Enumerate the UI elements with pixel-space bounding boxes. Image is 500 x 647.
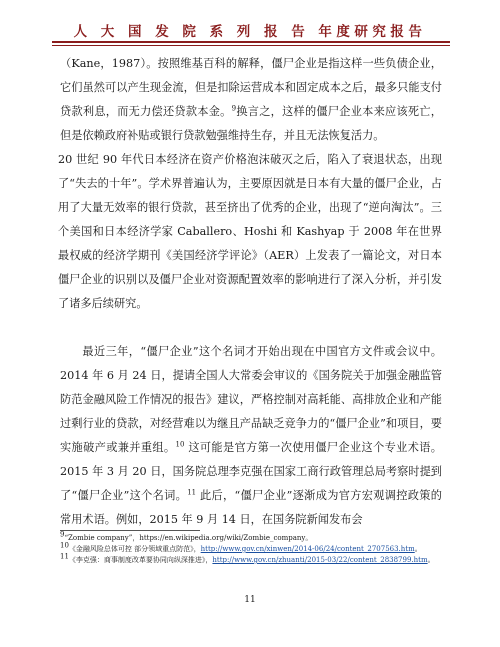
footnote-10-link[interactable]: http://www.gov.cn/xinwen/2014-06/24/content_2707563.htm	[200, 545, 415, 553]
paragraph-1: （Kane，1987）。按照维基百科的解释，僵尸企业是指这样一些负债企业，它们虽然可以产生现金流，但是扣除运营成本和固定成本之后，最多只能支付贷款利息，而无力偿还贷款本金。$^9$换言之，这样的僵尸企业本来应该死亡，但是依赖政府补贴或银行贷款勉强维持生存，并且无法恢复活力。	[60, 57, 442, 142]
footnote-ref-10[interactable]: 10	[175, 440, 185, 449]
header-rule	[52, 41, 450, 43]
footnote-ref-9[interactable]: 9	[231, 104, 237, 113]
footnotes	[60, 530, 450, 566]
footnote-ref-11[interactable]: 11	[187, 488, 197, 497]
page-number: 11	[244, 595, 256, 605]
header-rule-thin	[52, 45, 450, 46]
report-header: 人 大 国 发 院 系 列 报 告 年度研究报告	[73, 24, 427, 40]
body-text	[60, 52, 442, 532]
paragraph-2: 20 世纪 90 年代日本经济在资产价格泡沫破灭之后，陷入了衰退状态，出现了“失去的十年”。学术界普遍认为，主要原因就是日本有大量的僵尸企业，占用了大量无效率的银行贷款，甚至挤出了优秀的企业，出现了“逆向淘汰”。三个美国和日本经济学家 Caballero、Hoshi 和 Kashyap 于 2008 年在世界最权威的经济学期刊《美国经济学评论》（AER）上发表了一篇论文，对日本僵尸企业的识别以及僵尸企业对资源配置效率的影响进行了深入分析，并引发了诸多后续研究。	[58, 153, 442, 310]
footnote-divider	[60, 530, 200, 531]
paragraph-3: 最近三年，“僵尸企业”这个名词才开始出现在中国官方文件或会议中。2014 年 6 月 24 日，提请全国人大常委会审议的《国务院关于加强金融监管防范金融风险工作情况的报告》建议，严格控制对高耗能、高排放企业和产能过剩行业的贷款，对经营难以为继且产品缺乏竞争力的“僵尸企业”和项目，要实施破产或兼并重组。$^{10}$ 这可能是官方第一次使用僵尸企业这个专业术语。2015 年 3 月 20 日，国务院总理李克强在国家工商行政管理总局考察时提到了“僵尸企业”这个名词。$^{11}$ 此后，“僵尸企业”逐渐成为官方宏观调控政策的常用术语。例如，2015 年 9 月 14 日，在国务院新闻发布会	[60, 345, 442, 526]
footnote-11: $^{11}$《李克强：商事制度改革要协同向纵深推进》，http://www.gov.cn/zhuanti/2015-03/22/content_2838799.htm。	[60, 552, 435, 564]
footnote-9: $^9$“Zombie company”，https://en.wikipedia.org/wiki/Zombie_company。	[60, 530, 313, 542]
footnote-11-link[interactable]: http://www.gov.cn/zhuanti/2015-03/22/content_2838799.htm	[212, 556, 428, 564]
footnote-10: $^{10}$《金融风险总体可控 部分领域重点防范》，http://www.gov.cn/xinwen/2014-06/24/content_2707563.htm。	[60, 541, 422, 553]
